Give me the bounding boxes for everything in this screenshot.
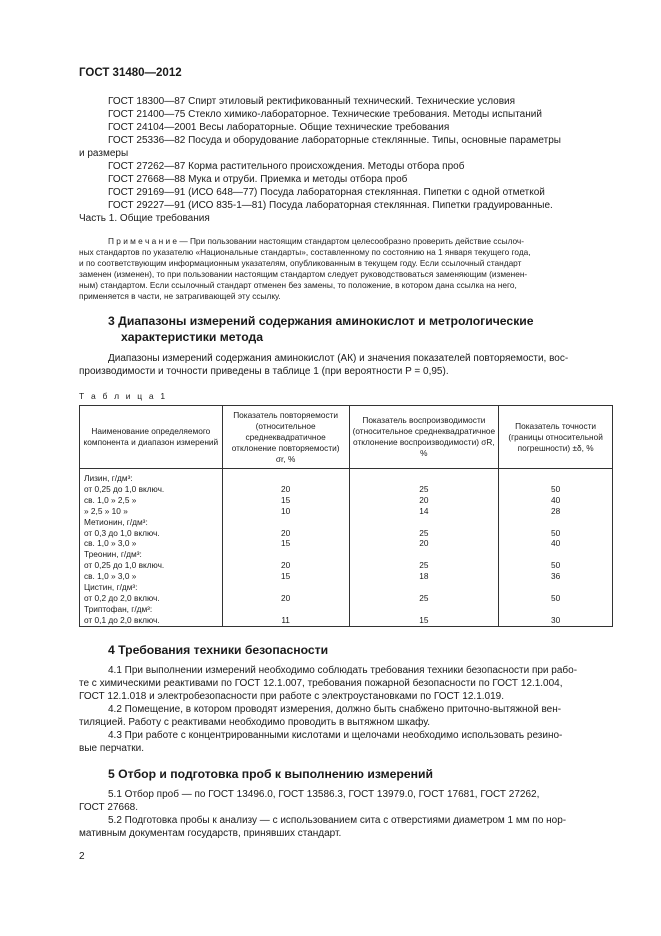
table-row — [80, 538, 613, 549]
section-4-line: ГОСТ 12.1.018 и электробезопасности при работе с электроустановками по ГОСТ 12.1.019. — [79, 691, 504, 702]
reference-line: и размеры — [79, 148, 129, 159]
section-3-paragraph: Диапазоны измерений содержания аминокислот (АК) и значения показателей повторяемости, вос- — [108, 353, 569, 364]
table-cell-component: от 0,2 до 2,0 включ. — [80, 593, 223, 604]
table-row — [80, 528, 613, 539]
table-cell-value — [499, 582, 613, 593]
table-cell-component: св. 1,0 » 2,5 » — [80, 495, 223, 506]
table-cell-value: 14 — [349, 506, 499, 517]
table-cell-value: 18 — [349, 571, 499, 582]
table-row — [80, 615, 613, 626]
section-3-title: 3 Диапазоны измерений содержания аминокислот и метрологические — [108, 314, 534, 328]
reference-line: ГОСТ 24104—2001 Весы лабораторные. Общие технические требования — [108, 122, 450, 133]
table-header-cell: Показатель воспроизводимости (относительное среднеквадратичное отклонение воспроизводимости) σR, % — [349, 406, 499, 469]
table-cell-value: 10 — [222, 506, 349, 517]
table-cell-value — [349, 469, 499, 484]
note-line: и по соответствующим информационным указателям, опубликованным в текущем году. Если ссылочный стандарт — [79, 258, 522, 268]
table-cell-value: 25 — [349, 484, 499, 495]
table-cell-component: св. 1,0 » 3,0 » — [80, 571, 223, 582]
table-header-cell: Наименование определяемого компонента и диапазон измерений — [80, 406, 223, 469]
note-line: ных стандартов по указателю «Национальные стандарты», составленному по состоянию на 1 января текущего года, — [79, 247, 531, 257]
table-cell-value: 50 — [499, 484, 613, 495]
table-header-row — [80, 406, 613, 469]
section-4-line: вые перчатки. — [79, 743, 145, 754]
section-5-line: мативным документам государств, принявших стандарт. — [79, 828, 342, 839]
table-cell-component: » 2,5 » 10 » — [80, 506, 223, 517]
table-cell-value: 15 — [222, 495, 349, 506]
table-cell-component: от 0,1 до 2,0 включ. — [80, 615, 223, 626]
reference-line: ГОСТ 27668—88 Мука и отруби. Приемка и методы отбора проб — [108, 174, 408, 185]
table-cell-value — [349, 604, 499, 615]
table-cell-value: 20 — [222, 593, 349, 604]
table-cell-component: от 0,3 до 1,0 включ. — [80, 528, 223, 539]
reference-line: ГОСТ 21400—75 Стекло химико-лабораторное. Технические требования. Методы испытаний — [108, 109, 542, 120]
table-cell-value — [222, 549, 349, 560]
page-number: 2 — [79, 851, 85, 862]
table-caption: Т а б л и ц а 1 — [79, 391, 168, 401]
table-cell-value: 50 — [499, 593, 613, 604]
table-cell-value: 50 — [499, 560, 613, 571]
table-cell-value: 15 — [222, 571, 349, 582]
note-line: П р и м е ч а н и е — При пользовании настоящим стандартом целесообразно проверить действие ссылоч- — [108, 236, 525, 246]
table-cell-value: 15 — [349, 615, 499, 626]
table-cell-value — [349, 517, 499, 528]
table-cell-value: 36 — [499, 571, 613, 582]
table-cell-value: 25 — [349, 528, 499, 539]
section-3-title-cont: характеристики метода — [121, 330, 264, 344]
table-cell-value: 20 — [349, 538, 499, 549]
note-line: ным) стандартом. Если ссылочный стандарт отменен без замены, то положение, в котором дана ссылка на него, — [79, 280, 517, 290]
table-cell-value — [499, 604, 613, 615]
document-header: ГОСТ 31480—2012 — [79, 67, 182, 79]
table-cell-value: 40 — [499, 495, 613, 506]
section-4-line: 4.3 При работе с концентрированными кислотами и щелочами необходимо использовать резино- — [108, 730, 563, 741]
section-5-line: ГОСТ 27668. — [79, 802, 138, 813]
table-cell-component: Лизин, г/дм³: — [80, 469, 223, 484]
metrology-table — [79, 405, 613, 627]
reference-line: ГОСТ 29227—91 (ИСО 835-1—81) Посуда лабораторная стеклянная. Пипетки градуированные. — [108, 200, 553, 211]
table-cell-value — [222, 582, 349, 593]
table-cell-value — [349, 582, 499, 593]
table-cell-value: 20 — [222, 560, 349, 571]
table-cell-value: 30 — [499, 615, 613, 626]
table-cell-value: 20 — [222, 528, 349, 539]
table-cell-value: 28 — [499, 506, 613, 517]
section-5-line: 5.2 Подготовка пробы к анализу — с использованием сита с отверстиями диаметром 1 мм по нор- — [108, 815, 567, 826]
table-cell-value — [222, 517, 349, 528]
reference-line: Часть 1. Общие требования — [79, 213, 210, 224]
note-line: применяется в части, не затрагивающей эту ссылку. — [79, 291, 281, 301]
table-cell-component: Треонин, г/дм³: — [80, 549, 223, 560]
table-cell-value: 25 — [349, 593, 499, 604]
table-row — [80, 469, 613, 484]
section-4-line: те с химическими реактивами по ГОСТ 12.1.007, требования пожарной безопасности по ГОСТ 12.1.004, — [79, 678, 563, 689]
table-cell-value — [499, 517, 613, 528]
table-cell-value: 40 — [499, 538, 613, 549]
table-row — [80, 560, 613, 571]
table-cell-value: 20 — [349, 495, 499, 506]
table-cell-value: 11 — [222, 615, 349, 626]
table-cell-value: 25 — [349, 560, 499, 571]
table-cell-value: 20 — [222, 484, 349, 495]
table-cell-value — [222, 469, 349, 484]
table-cell-component: от 0,25 до 1,0 включ. — [80, 484, 223, 495]
section-3-paragraph: производимости и точности приведены в таблице 1 (при вероятности P = 0,95). — [79, 366, 449, 377]
table-row — [80, 549, 613, 560]
table-header-cell: Показатель точности (границы относительной погрешности) ±δ, % — [499, 406, 613, 469]
section-4-title: 4 Требования техники безопасности — [108, 643, 329, 657]
section-4-line: 4.1 При выполнении измерений необходимо соблюдать требования техники безопасности при рабо- — [108, 665, 578, 676]
reference-line: ГОСТ 27262—87 Корма растительного происхождения. Методы отбора проб — [108, 161, 465, 172]
table-cell-component: Триптофан, г/дм³: — [80, 604, 223, 615]
table-cell-component: Метионин, г/дм³: — [80, 517, 223, 528]
table-cell-value — [349, 549, 499, 560]
table-row — [80, 604, 613, 615]
section-4-line: 4.2 Помещение, в котором проводят измерения, должно быть снабжено приточно-вытяжной вен- — [108, 704, 562, 715]
table-row — [80, 571, 613, 582]
reference-line: ГОСТ 18300—87 Спирт этиловый ректификованный технический. Технические условия — [108, 96, 516, 107]
table-cell-value — [499, 549, 613, 560]
table-cell-component: Цистин, г/дм³: — [80, 582, 223, 593]
reference-line: ГОСТ 29169—91 (ИСО 648—77) Посуда лабораторная стеклянная. Пипетки с одной отметкой — [108, 187, 545, 198]
table-row — [80, 593, 613, 604]
note-line: заменен (изменен), то при пользовании настоящим стандартом следует руководствоваться заменяющим (изменен- — [79, 269, 528, 279]
table-row — [80, 495, 613, 506]
reference-line: ГОСТ 25336—82 Посуда и оборудование лабораторные стеклянные. Типы, основные параметры — [108, 135, 561, 146]
section-4-line: тиляцией. Работу с реактивами необходимо проводить в вытяжном шкафу. — [79, 717, 431, 728]
table-cell-component: св. 1,0 » 3,0 » — [80, 538, 223, 549]
section-5-line: 5.1 Отбор проб — по ГОСТ 13496.0, ГОСТ 13586.3, ГОСТ 13979.0, ГОСТ 17681, ГОСТ 27262, — [108, 789, 540, 800]
table-cell-value — [499, 469, 613, 484]
section-5-title: 5 Отбор и подготовка проб к выполнению измерений — [108, 767, 433, 781]
table-cell-value — [222, 604, 349, 615]
table-header-cell: Показатель повторяемости (относительное среднеквадратичное отклонение повторяемости) σr, % — [222, 406, 349, 469]
table-cell-component: от 0,25 до 1,0 включ. — [80, 560, 223, 571]
table-cell-value: 15 — [222, 538, 349, 549]
table-row — [80, 506, 613, 517]
table-body — [80, 469, 613, 627]
table-cell-value: 50 — [499, 528, 613, 539]
table-row — [80, 517, 613, 528]
table-row — [80, 582, 613, 593]
table-row — [80, 484, 613, 495]
